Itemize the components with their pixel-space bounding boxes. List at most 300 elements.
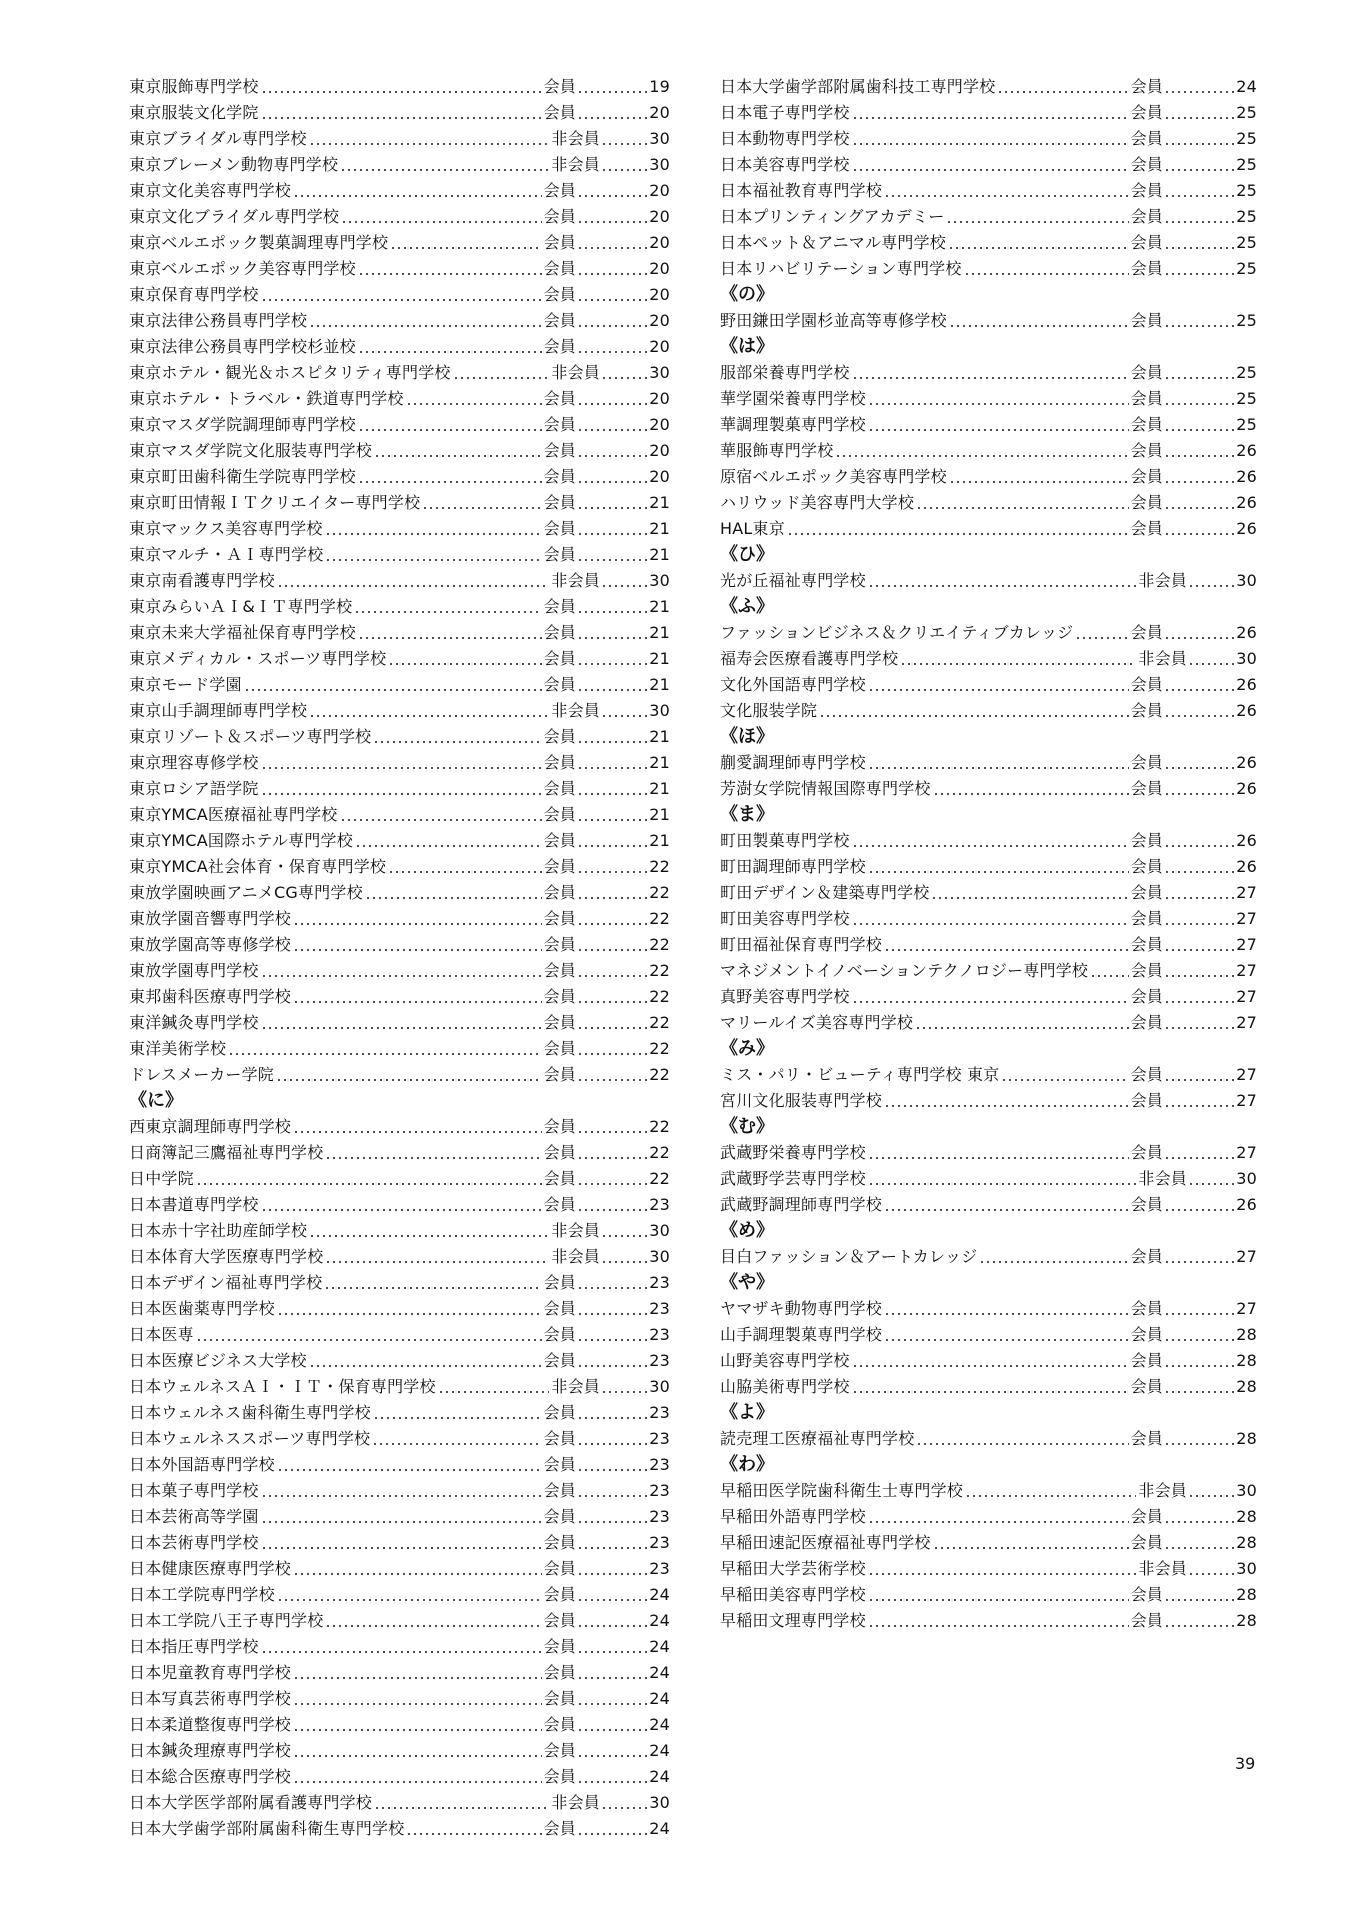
membership-status: 会員 xyxy=(1130,207,1163,226)
school-name: 東京保育専門学校 xyxy=(129,285,259,304)
leader-dots xyxy=(884,1088,1129,1114)
school-name: ドレスメーカー学院 xyxy=(129,1065,275,1084)
page-ref: 21 xyxy=(649,753,670,772)
leader-dots xyxy=(1164,516,1234,542)
leader-dots xyxy=(373,1400,542,1426)
leader-dots xyxy=(1164,1426,1234,1452)
list-item xyxy=(720,1010,1257,1036)
leader-dots xyxy=(577,1192,647,1218)
leader-dots xyxy=(868,1140,1129,1166)
membership-status: 会員 xyxy=(1130,233,1163,252)
membership-status: 会員 xyxy=(543,883,576,902)
page-ref: 22 xyxy=(649,1169,670,1188)
leader-dots xyxy=(577,1738,647,1764)
page-ref: 21 xyxy=(649,831,670,850)
leader-dots xyxy=(1090,958,1128,984)
school-name: 日本写真芸術専門学校 xyxy=(129,1689,292,1708)
leader-dots xyxy=(293,1556,542,1582)
leader-dots xyxy=(577,854,647,880)
membership-status: 会員 xyxy=(543,1143,576,1162)
leader-dots xyxy=(261,1634,542,1660)
leader-dots xyxy=(577,646,647,672)
membership-status: 会員 xyxy=(543,415,576,434)
membership-status: 会員 xyxy=(543,519,576,538)
school-name: 日本菓子専門学校 xyxy=(129,1481,259,1500)
leader-dots xyxy=(390,230,541,256)
membership-status: 会員 xyxy=(543,623,576,642)
membership-status: 会員 xyxy=(543,1117,576,1136)
membership-status: 会員 xyxy=(1130,857,1163,876)
membership-status: 会員 xyxy=(543,441,576,460)
page-ref: 20 xyxy=(649,207,670,226)
leader-dots xyxy=(964,256,1129,282)
list-item xyxy=(129,1634,670,1660)
leader-dots xyxy=(577,1816,647,1842)
list-item xyxy=(720,1608,1257,1634)
list-item xyxy=(129,1140,670,1166)
membership-status: 会員 xyxy=(543,1637,576,1656)
page-ref: 21 xyxy=(649,805,670,824)
page-ref: 24 xyxy=(649,1741,670,1760)
page-ref: 22 xyxy=(649,1143,670,1162)
list-item xyxy=(129,1478,670,1504)
leader-dots xyxy=(1164,854,1234,880)
leader-dots xyxy=(787,516,1129,542)
membership-status: 会員 xyxy=(543,857,576,876)
page-ref: 21 xyxy=(649,597,670,616)
list-item xyxy=(129,1712,670,1738)
leader-dots xyxy=(601,360,647,386)
list-item xyxy=(720,880,1257,906)
leader-dots xyxy=(949,308,1129,334)
list-item xyxy=(129,1270,670,1296)
membership-status: 会員 xyxy=(543,1559,576,1578)
page-ref: 22 xyxy=(649,909,670,928)
page-ref: 25 xyxy=(1236,155,1257,174)
school-name: 東京ベルエポック美容専門学校 xyxy=(129,259,356,278)
leader-dots xyxy=(852,1348,1129,1374)
membership-status: 会員 xyxy=(543,1481,576,1500)
membership-status: 会員 xyxy=(543,909,576,928)
leader-dots xyxy=(1164,438,1234,464)
leader-dots xyxy=(277,568,550,594)
leader-dots xyxy=(577,282,647,308)
leader-dots xyxy=(293,906,542,932)
school-name: 山脇美術専門学校 xyxy=(720,1377,850,1396)
membership-status: 会員 xyxy=(543,1611,576,1630)
membership-status: 会員 xyxy=(543,1507,576,1526)
membership-status: 会員 xyxy=(543,1065,576,1084)
leader-dots xyxy=(1164,1140,1234,1166)
list-item xyxy=(129,542,670,568)
leader-dots xyxy=(601,1374,647,1400)
membership-status: 会員 xyxy=(543,935,576,954)
school-name: 日中学院 xyxy=(129,1169,194,1188)
membership-status: 会員 xyxy=(1130,103,1163,122)
page-ref: 28 xyxy=(1236,1429,1257,1448)
leader-dots xyxy=(868,412,1129,438)
leader-dots xyxy=(577,178,647,204)
leader-dots xyxy=(868,1582,1129,1608)
page-ref: 30 xyxy=(649,1221,670,1240)
list-item xyxy=(129,594,670,620)
school-name: マリールイズ美容専門学校 xyxy=(720,1013,914,1032)
membership-status: 会員 xyxy=(1130,1299,1163,1318)
membership-status: 会員 xyxy=(543,831,576,850)
membership-status: 会員 xyxy=(543,987,576,1006)
leader-dots xyxy=(577,1322,647,1348)
membership-status: 会員 xyxy=(543,753,576,772)
leader-dots xyxy=(293,1114,542,1140)
section-header: 《よ》 xyxy=(720,1402,774,1423)
page-ref: 24 xyxy=(649,1689,670,1708)
leader-dots xyxy=(1075,620,1128,646)
membership-status: 会員 xyxy=(543,77,576,96)
school-name: 東京服飾専門学校 xyxy=(129,77,259,96)
leader-dots xyxy=(577,1530,647,1556)
leader-dots xyxy=(358,620,542,646)
leader-dots xyxy=(868,750,1129,776)
list-item xyxy=(129,672,670,698)
list-item xyxy=(129,100,670,126)
list-item xyxy=(720,1478,1257,1504)
leader-dots xyxy=(261,1478,542,1504)
page-ref: 28 xyxy=(1236,1611,1257,1630)
page-ref: 25 xyxy=(1236,103,1257,122)
leader-dots xyxy=(577,1036,647,1062)
list-item xyxy=(129,1296,670,1322)
membership-status: 会員 xyxy=(543,1819,576,1838)
page-ref: 27 xyxy=(1236,1013,1257,1032)
leader-dots xyxy=(372,1426,541,1452)
membership-status: 会員 xyxy=(1130,987,1163,1006)
leader-dots xyxy=(601,1218,647,1244)
leader-dots xyxy=(577,1426,647,1452)
membership-status: 会員 xyxy=(543,389,576,408)
page-ref: 30 xyxy=(649,1247,670,1266)
leader-dots xyxy=(868,386,1129,412)
school-name: 日本柔道整復専門学校 xyxy=(129,1715,292,1734)
list-item xyxy=(129,178,670,204)
school-name: 東京マックス美容専門学校 xyxy=(129,519,323,538)
school-name: 早稲田速記医療福祉専門学校 xyxy=(720,1533,931,1552)
page-ref: 28 xyxy=(1236,1585,1257,1604)
leader-dots xyxy=(965,1478,1136,1504)
school-name: 東京法律公務員専門学校杉並校 xyxy=(129,337,356,356)
list-item xyxy=(720,620,1257,646)
leader-dots xyxy=(293,1686,542,1712)
list-item xyxy=(129,230,670,256)
school-name: 東放学園音響専門学校 xyxy=(129,909,292,928)
list-item xyxy=(720,1244,1257,1270)
leader-dots xyxy=(355,828,542,854)
leader-dots xyxy=(293,932,542,958)
leader-dots xyxy=(1001,1062,1128,1088)
leader-dots xyxy=(438,1374,550,1400)
school-name: 町田福祉保育専門学校 xyxy=(720,935,883,954)
list-item xyxy=(129,360,670,386)
page-ref: 22 xyxy=(649,1117,670,1136)
leader-dots xyxy=(601,152,647,178)
membership-status: 会員 xyxy=(1130,1013,1163,1032)
list-item xyxy=(720,1582,1257,1608)
membership-status: 会員 xyxy=(543,233,576,252)
leader-dots xyxy=(601,126,647,152)
membership-status: 会員 xyxy=(543,493,576,512)
leader-dots xyxy=(358,464,542,490)
leader-dots xyxy=(946,204,1128,230)
list-item xyxy=(720,100,1257,126)
leader-dots xyxy=(373,724,541,750)
leader-dots xyxy=(868,1556,1137,1582)
school-name: 日本大学医学部附属看護専門学校 xyxy=(129,1793,373,1812)
list-item xyxy=(129,984,670,1010)
school-name: 東洋美術学校 xyxy=(129,1039,227,1058)
membership-status: 会員 xyxy=(543,675,576,694)
membership-status: 会員 xyxy=(543,1273,576,1292)
leader-dots xyxy=(1164,1244,1234,1270)
membership-status: 会員 xyxy=(1130,1429,1163,1448)
list-item xyxy=(129,1738,670,1764)
school-name: 早稲田医学院歯科衛生士専門学校 xyxy=(720,1481,964,1500)
leader-dots xyxy=(900,646,1136,672)
leader-dots xyxy=(577,1114,647,1140)
leader-dots xyxy=(601,1244,647,1270)
leader-dots xyxy=(577,542,647,568)
leader-dots xyxy=(1164,1348,1234,1374)
page-ref: 23 xyxy=(649,1533,670,1552)
leader-dots xyxy=(277,1452,542,1478)
school-name: 東京メディカル・スポーツ専門学校 xyxy=(129,649,387,668)
page-ref: 25 xyxy=(1236,233,1257,252)
page-ref: 25 xyxy=(1236,207,1257,226)
membership-status: 非会員 xyxy=(551,1221,600,1240)
school-name: 東京YMCA社会体育・保育専門学校 xyxy=(129,857,387,876)
list-item xyxy=(720,750,1257,776)
page-ref: 22 xyxy=(649,1013,670,1032)
leader-dots xyxy=(916,1426,1128,1452)
leader-dots xyxy=(577,620,647,646)
leader-dots xyxy=(577,1166,647,1192)
membership-status: 会員 xyxy=(543,649,576,668)
leader-dots xyxy=(577,724,647,750)
membership-status: 会員 xyxy=(543,1299,576,1318)
leader-dots xyxy=(276,1062,542,1088)
leader-dots xyxy=(261,100,542,126)
school-name: 日本医専 xyxy=(129,1325,194,1344)
leader-dots xyxy=(577,100,647,126)
page-ref: 30 xyxy=(649,129,670,148)
list-item xyxy=(129,1010,670,1036)
membership-status: 会員 xyxy=(1130,363,1163,382)
leader-dots xyxy=(1164,750,1234,776)
page-ref: 23 xyxy=(649,1195,670,1214)
page-ref: 20 xyxy=(649,285,670,304)
page-ref: 27 xyxy=(1236,883,1257,902)
leader-dots xyxy=(324,1270,541,1296)
school-name: 東京ブレーメン動物専門学校 xyxy=(129,155,339,174)
school-name: ファッションビジネス＆クリエイティブカレッジ xyxy=(720,623,1074,642)
leader-dots xyxy=(1164,1530,1234,1556)
page-ref: 23 xyxy=(649,1455,670,1474)
school-name: 文化服装学院 xyxy=(720,701,818,720)
membership-status: 会員 xyxy=(543,1403,576,1422)
leader-dots xyxy=(1164,776,1234,802)
list-item xyxy=(129,1114,670,1140)
page-ref: 27 xyxy=(1236,1299,1257,1318)
school-name: 日本健康医療専門学校 xyxy=(129,1559,292,1578)
section-header: 《み》 xyxy=(720,1038,774,1059)
leader-dots xyxy=(358,412,542,438)
school-name: 日本芸術高等学園 xyxy=(129,1507,259,1526)
index-column-right xyxy=(720,74,1257,1634)
membership-status: 会員 xyxy=(1130,831,1163,850)
leader-dots xyxy=(577,74,647,100)
leader-dots xyxy=(577,984,647,1010)
membership-status: 会員 xyxy=(543,285,576,304)
school-name: 東京マスダ学院文化服装専門学校 xyxy=(129,441,373,460)
leader-dots xyxy=(1164,828,1234,854)
list-item xyxy=(720,984,1257,1010)
page-ref: 25 xyxy=(1236,389,1257,408)
membership-status: 会員 xyxy=(1130,1247,1163,1266)
list-item xyxy=(720,308,1257,334)
leader-dots xyxy=(309,1348,542,1374)
school-name: 日本鍼灸理療専門学校 xyxy=(129,1741,292,1760)
school-name: 日本工学院八王子専門学校 xyxy=(129,1611,324,1630)
leader-dots xyxy=(1164,1088,1234,1114)
page-ref: 25 xyxy=(1236,129,1257,148)
leader-dots xyxy=(1164,126,1234,152)
school-name: 原宿ベルエポック美容専門学校 xyxy=(720,467,947,486)
school-name: 東京ロシア語学院 xyxy=(129,779,259,798)
school-name: 東放学園映画アニメCG専門学校 xyxy=(129,883,363,902)
membership-status: 非会員 xyxy=(551,1793,600,1812)
school-name: マネジメントイノベーションテクノロジー専門学校 xyxy=(720,961,1089,980)
list-item xyxy=(129,802,670,828)
leader-dots xyxy=(1164,152,1234,178)
list-item xyxy=(129,1192,670,1218)
leader-dots xyxy=(868,1166,1137,1192)
school-name: 山手調理製菓専門学校 xyxy=(720,1325,883,1344)
leader-dots xyxy=(577,1400,647,1426)
leader-dots xyxy=(577,932,647,958)
page-ref: 21 xyxy=(649,779,670,798)
leader-dots xyxy=(577,1556,647,1582)
leader-dots xyxy=(309,698,549,724)
leader-dots xyxy=(261,958,542,984)
membership-status: 会員 xyxy=(1130,1195,1163,1214)
school-name: 目白ファッション＆アートカレッジ xyxy=(720,1247,978,1266)
school-name: 東京理容専修学校 xyxy=(129,753,259,772)
school-name: ヤマザキ動物専門学校 xyxy=(720,1299,883,1318)
membership-status: 会員 xyxy=(543,467,576,486)
page-ref: 28 xyxy=(1236,1377,1257,1396)
page-ref: 27 xyxy=(1236,961,1257,980)
school-name: 華調理製菓専門学校 xyxy=(720,415,866,434)
page-ref: 26 xyxy=(1236,675,1257,694)
school-name: 早稲田大学芸術学校 xyxy=(720,1559,866,1578)
list-item xyxy=(129,412,670,438)
school-name: 日本大学歯学部附属歯科衛生専門学校 xyxy=(129,1819,405,1838)
leader-dots xyxy=(358,334,542,360)
leader-dots xyxy=(577,1140,647,1166)
list-item xyxy=(720,1192,1257,1218)
page-ref: 27 xyxy=(1236,1143,1257,1162)
leader-dots xyxy=(325,1608,541,1634)
section-header: 《ほ》 xyxy=(720,726,774,747)
leader-dots xyxy=(884,932,1129,958)
leader-dots xyxy=(577,516,647,542)
leader-dots xyxy=(1164,308,1234,334)
list-item xyxy=(129,1036,670,1062)
leader-dots xyxy=(949,464,1129,490)
leader-dots xyxy=(1164,620,1234,646)
leader-dots xyxy=(293,1660,542,1686)
section-header: 《む》 xyxy=(720,1116,774,1137)
school-name: 早稲田文理専門学校 xyxy=(720,1611,866,1630)
page-ref: 24 xyxy=(649,1637,670,1656)
page-ref: 23 xyxy=(649,1299,670,1318)
page-ref: 30 xyxy=(1236,1481,1257,1500)
membership-status: 会員 xyxy=(1130,1091,1163,1110)
membership-status: 会員 xyxy=(1130,1585,1163,1604)
leader-dots xyxy=(577,1478,647,1504)
page-ref: 20 xyxy=(649,181,670,200)
school-name: 東京みらいＡＩ&ＩＴ専門学校 xyxy=(129,597,353,616)
page-number: 39 xyxy=(1235,1754,1256,1773)
list-item xyxy=(720,828,1257,854)
membership-status: 非会員 xyxy=(551,1377,600,1396)
membership-status: 会員 xyxy=(1130,415,1163,434)
membership-status: 会員 xyxy=(543,1013,576,1032)
page-ref: 26 xyxy=(1236,467,1257,486)
leader-dots xyxy=(1188,1556,1234,1582)
leader-dots xyxy=(1164,386,1234,412)
leader-dots xyxy=(1164,204,1234,230)
list-item xyxy=(720,854,1257,880)
leader-dots xyxy=(884,178,1129,204)
page-ref: 26 xyxy=(1236,753,1257,772)
membership-status: 会員 xyxy=(543,1351,576,1370)
school-name: 日本ウェルネスＡＩ・ＩＴ・保育専門学校 xyxy=(129,1377,436,1396)
leader-dots xyxy=(884,1192,1129,1218)
list-item xyxy=(720,256,1257,282)
leader-dots xyxy=(852,828,1129,854)
leader-dots xyxy=(577,1634,647,1660)
leader-dots xyxy=(1164,178,1234,204)
leader-dots xyxy=(868,568,1137,594)
membership-status: 会員 xyxy=(543,259,576,278)
school-name: 東放学園高等専修学校 xyxy=(129,935,292,954)
leader-dots xyxy=(997,74,1128,100)
list-item xyxy=(129,1816,670,1842)
leader-dots xyxy=(1164,698,1234,724)
leader-dots xyxy=(577,230,647,256)
list-item xyxy=(720,932,1257,958)
leader-dots xyxy=(577,1452,647,1478)
leader-dots xyxy=(374,438,542,464)
page-ref: 22 xyxy=(649,987,670,1006)
school-name: 日本動物専門学校 xyxy=(720,129,850,148)
school-name: 東京法律公務員専門学校 xyxy=(129,311,308,330)
list-item xyxy=(720,672,1257,698)
membership-status: 非会員 xyxy=(551,701,600,720)
school-name: 日本福祉教育専門学校 xyxy=(720,181,883,200)
page-ref: 25 xyxy=(1236,415,1257,434)
leader-dots xyxy=(852,984,1129,1010)
leader-dots xyxy=(341,204,541,230)
